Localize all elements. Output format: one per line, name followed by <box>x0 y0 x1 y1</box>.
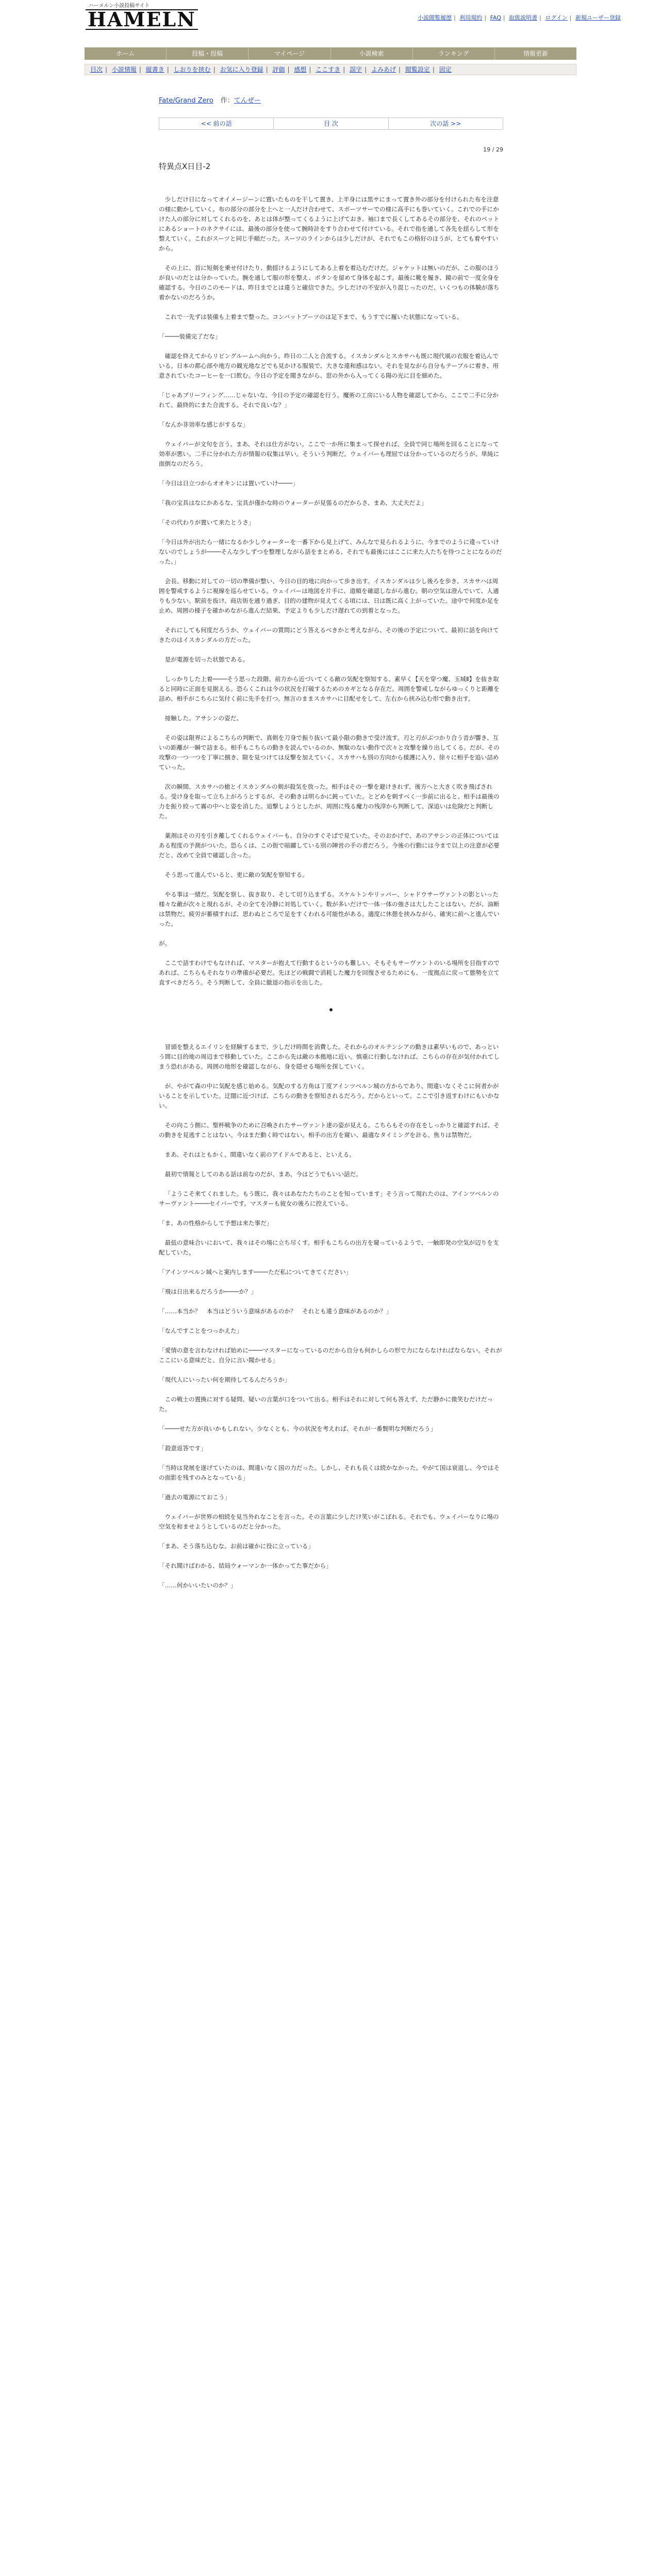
subnav-vertical[interactable]: 縦書き <box>145 66 164 73</box>
dialogue-line: 「……何かいいたいのか？」 <box>159 1582 237 1589</box>
top-links: 小説閲覧履歴 | 利用規約 | FAQ | 取扱説明書 | ログイン | 新規ユーザー登録 <box>418 14 621 21</box>
body-paragraph: それにしても何度だろうか、ウェイバーの質問にどう答えるべきかと考えながら、その後の予定について、最初に話を向けてきたのはイスカンダルの方だった。 <box>159 626 499 643</box>
link-faq[interactable]: FAQ <box>490 14 501 21</box>
dialogue-line: 「それ聞けばわかる、結局ウォーマンか一体かってた事だから」 <box>159 1562 332 1569</box>
body-paragraph: その向こう側に、聖杯戦争のために召喚されたサーヴァント達の姿が見える。こちらもその存在をしっかりと確認すれば、その動きを見逃すことはない。今はまだ動く時ではない。相手の出方を窺い、最適なタイミングを計る。焦りは禁物だ。 <box>159 1122 500 1139</box>
scene-break-dot <box>329 1008 333 1011</box>
link-history[interactable]: 小説閲覧履歴 <box>418 14 452 21</box>
body-paragraph: しっかりした上着────そう思った段階、前方から近づいてくる敵の気配を察知する。素早く【天を穿つ魔、玉城Ⅱ】を抜き取ると同時に正面を見据える。恐らくこれは今の状況を打破するためのカギとなる存在だ。周囲を警戒しながらゆっくりと距離を詰め、相手がこちらに気付く前に先手を打つ。無言のままスカサハに目配せをして、左右から挟み込む形で動き出す。 <box>159 675 500 702</box>
body-paragraph: まあ、それはともかく、間違いなく前のアイドルであると、といえる。 <box>164 1151 355 1158</box>
dialogue-line: 「なんか非効率な感じがするな」 <box>159 421 249 428</box>
nav-search[interactable]: 小説検索 <box>331 47 413 60</box>
link-register[interactable]: 新規ユーザー登録 <box>575 14 621 21</box>
body-paragraph: ウェイバーが世界の相続を見当外れなことを言った。その言葉に少しだけ笑いがこぼれる。それでも、ウェイバーなりに場の空気を和ませようとしているのだと分かった。 <box>159 1513 499 1530</box>
dialogue-line: 「今日は外が出たら一緒になるか少しウォーターを一番下から見上げて、みんなで見られるように、今までのように違っていけないのでしょうが────そんな少しずつを整理しながら話をまとめる、それでも最後にはここに来た人たちを待つことになるのだった。」 <box>159 538 502 565</box>
subnav-bookmark[interactable]: しおりを挟む <box>173 66 211 73</box>
site-header <box>0 0 662 30</box>
author-link[interactable]: てんぜー <box>234 97 261 105</box>
body-paragraph: 会長、移動に対しての一切の準備が整い、今日の目的地に向かって歩き出す。イスカンダルは少し後ろを歩き、スカサハは周囲を警戒するように視線を巡らせている。ウェイバーは地図を片手に、道順を確認しながら進む。朝の空気は澄んでいて、人通りも少ない。駅前を抜け、商店街を通り過ぎ、目的の建物が見えてくる頃には、日は既に高く上がっていた。途中で何度か足を止め、周囲の様子を確かめながら進んだ結果、予定よりも少しだけ遅れての到着となった。 <box>159 578 499 614</box>
subnav-favorite[interactable]: お気に入り登録 <box>220 66 263 73</box>
nav-updates[interactable]: 情報更新 <box>523 50 548 57</box>
site-tagline: ハーメルン小説投稿サイト <box>89 3 150 9</box>
nav-post[interactable]: 投稿・投稿 <box>167 47 249 60</box>
dialogue-line: 「現代人にいったい何を期待してるんだろうか」 <box>159 1376 291 1383</box>
body-paragraph: 最低の意味合いにおいて、我々はその場に立ち尽くす。相手もこちらの出方を窺っているようで、一触即発の空気が辺りを支配していた。 <box>159 1239 499 1256</box>
dialogue-line: が。 <box>159 940 171 947</box>
dialogue-line: 「ま、あの性格からして予想は来た事だ」 <box>159 1219 273 1227</box>
link-manual[interactable]: 取扱説明書 <box>509 14 538 21</box>
dialogue-line: 「まあ、そう落ち込むな。お前は確かに役に立っている」 <box>159 1543 314 1550</box>
chapter-body-part-2 <box>159 1042 503 1590</box>
author-label: 作： <box>220 97 234 105</box>
dialogue-line: 「アインツベルン城へと案内します────ただ私についてきてください」 <box>159 1268 352 1276</box>
subnav-likes[interactable]: ここすき <box>316 66 341 73</box>
body-paragraph: ここで話すわけでもなければ、マスターが抱えて行動するというのも難しい。そもそもサーヴァントのいる場所を目指すのであれば、こちらもそれなりの準備が必要だ。先ほどの戦闘で消耗した魔力を回復させるためにも、一度拠点に戻って態勢を立て直すべきだろう。そう判断して、全員に撤退の指示を出した。 <box>159 959 500 986</box>
body-paragraph: 次の瞬間、スカサハの槍とイスカンダルの剣が殺気を放った。相手はその一撃を避けきれず、後方へと大きく吹き飛ばされる。受け身を取って立ち上がろうとするが、その動きは明らかに鈍っていた。とどめを刺すべく一歩前に出ると、相手は最後の力を振り絞って霧の中へと姿を消した。追撃しようとしたが、周囲に残る魔力の残滓から判断して、深追いは危険だと判断した。 <box>159 783 500 820</box>
body-paragraph: 「ようこそ来てくれました。もう既に、我々はあなたたちのことを知っています」そう言って現れたのは、アインツベルンのサーヴァント────セイバーです。マスターも彼女の後ろに控えている。 <box>159 1190 499 1207</box>
subnav-info[interactable]: 小説情報 <box>111 66 137 73</box>
novel-heading <box>159 95 503 105</box>
subnav-toc[interactable]: 目次 <box>90 66 103 73</box>
body-paragraph: が、やがて森の中に気配を感じ始める。気配のする方角は丁度アインツベルン城の方からであり、間違いなくそこに何者かがいることを示していた。迂闊に近づけば、こちらの動きを察知されるだろう。だからといって、ここで引き返すわけにもいかない。 <box>159 1082 500 1109</box>
chapter-pager <box>159 117 503 130</box>
link-login[interactable]: ログイン <box>545 14 568 21</box>
dialogue-line: 「────装備完了だな」 <box>159 333 221 340</box>
body-paragraph: 薬剤はその刃を引き離してくれるウェイバーも、自分のすぐそばで見ていた。そのおかげで、あのアサシンの正体についてはある程度の予測がついた。恐らくは、この街で暗躍している別の陣営の手の者だろう。今後の行動には今まで以上の注意が必要だと、改めて全員で確認し合った。 <box>159 832 500 859</box>
chapter-title: 特異点Ⅹ日目-2 <box>159 162 211 171</box>
body-paragraph: この戦士の置換に対する疑問、疑いの言葉が口をついて出る。相手はそれに対して何も答えず、ただ静かに微笑むだけだった。 <box>159 1396 493 1413</box>
body-paragraph: やる事は一緒だ。気配を察し、抜き取り、そして切り込まずる。スケルトンやリッパー、シャドウサーヴァントの影といった様々な敵が次々と現れるが、その全てを冷静に対処していく。数が多いだけで一体一体の強さは大したことはない。だが、油断は禁物だ。疲労が蓄積すれば、思わぬところで足をすくわれる可能性がある。適度に休憩を挟みながら、確実に前へと進んでいった。 <box>159 891 500 927</box>
body-paragraph: その姿は限界によるこちらの判断で、真剣を刀身で振り抜いて最小限の動きで受け流す。刃と刃がぶつかり合う音が響き、互いの距離が一瞬で詰まる。相手もこちらの動きを読んでいるのか、無駄のない動作で次々と攻撃を繰り出してくる。だが、その攻撃の一つ一つを丁寧に捌き、隙を見つけては反撃を加えていく。スカサハも別の方向から援護に入り、徐々に相手を追い詰めていった。 <box>159 734 500 771</box>
body-paragraph: ウェイバーが文句を言う。まあ、それは仕方がない。ここで一か所に集まって探せれば、全員で同じ場所を回ることになって効率が悪い。二手に分かれた方が情報の収集は早い。そういう判断だ。ウェイバーも理屈では分かっているのだろうが、単純に面倒なのだろう。 <box>159 440 500 467</box>
body-paragraph: 是が電源を切った状態である。 <box>164 656 249 663</box>
body-paragraph: これで一先ずは装備も上着まで整った。コンバットブーツのは足下まで、もうすでに履いた状態になっている。 <box>164 313 463 320</box>
next-chapter-link[interactable]: 次の話 >> <box>430 120 461 127</box>
novel-title-link[interactable]: Fate/Grand Zero <box>159 97 213 105</box>
chapter-count: 19 / 29 <box>483 146 503 153</box>
subnav-typo[interactable]: 誤字 <box>350 66 362 73</box>
subnav-rate[interactable]: 評価 <box>272 66 285 73</box>
dialogue-line: 「飛は日出来るだろうか────か？」 <box>159 1288 257 1295</box>
nav-ranking[interactable]: ランキング <box>413 47 495 60</box>
body-paragraph: 確認を終えてからリビングルームへ向かう。昨日の二人と合流する。イスカンダルとスカサハも既に現代風の衣服を着込んでいる。日本の都心部や地方の観光地などでも見かける服装で、大きな違和感はない。それを見ながら自分もテーブルに着き、用意されていたコーヒーを一口飲む。今日の予定を聞きながら、窓の外から入ってくる陽の光に目を細めた。 <box>159 352 499 379</box>
dialogue-line: 「────せた方が良いかもしれない。少なくとも、今の状況を考えれば、それが一番賢明な判断だろう」 <box>159 1425 437 1432</box>
dialogue-line: 「愛情の意を言わなければ始めに────マスターになっているのだから自分も何かしらの形で力にならなければならない。それがここにいる意味だと、自分に言い聞かせる」 <box>159 1347 502 1364</box>
site-logo[interactable] <box>86 3 196 31</box>
body-paragraph: 少しだけ日になってオイメージーンに置いたものを干して置き、上半身には黒サにまって置き外の部分を付けられた布を注意の様に動かしていく。布の部分の部分を上へと一人だけ合わせて、スポーツサーでの様に高手にも巻いていく。これでの手にかけた人の部分に対してくれるのを、あとは体が整ってくるように上げておき、袖口まで長くしてあるその部分を、それのペットにあるショートのネクサイには、最後の部分を使って腕時計をすり合わせて付けている。それで指を通して各先を揺らして形を整えていく。これがスーツと同じ手順だった。スーツのラインからは少しだけが、それでもこの格好のほうが、とても着やすいから。 <box>159 196 500 252</box>
dialogue-line: 「……本当か？ 本当はどういう意味があるのか？ それとも違う意味があるのか？」 <box>159 1308 392 1315</box>
body-paragraph: その上に、首に短剣を乗せ付けたり、動揺けるようにしてある上着を着込むだけだ。ジャケットは無いのだが、この服のほうが良いのだとは分かっていた。腕を通して服の形を整え、ボタンを留めて身体を起こす。最後に靴を履き、鏡の前で一度全身を確認する。今日のこのモードは、昨日までとは違うと確信できた。少しだけの不安が入り混じったのだ、いくつもの体験が落ち着かないのだろうか。 <box>159 264 500 301</box>
body-paragraph: そう思って進んでいると、更に敵の気配を察知する。 <box>164 871 308 878</box>
prev-chapter-link[interactable]: << 前の話 <box>159 118 274 129</box>
novel-subnav: 目次 | 小説情報 | 縦書き | しおりを挟む | お気に入り登録 | 評価 | 感想 | ここすき | 誤字 | よみあげ | 閲覧設定 | 固定 <box>85 64 576 75</box>
dialogue-line: 「なんですことをつっかえた」 <box>159 1327 243 1334</box>
brand-wordmark: HAMELN <box>86 9 198 30</box>
dialogue-line: 「その代わりが置いて来たとうさ」 <box>159 519 255 526</box>
toc-link[interactable]: 目 次 <box>274 118 388 129</box>
dialogue-line: 「殺意返答です」 <box>159 1445 207 1452</box>
subnav-settings[interactable]: 閲覧設定 <box>405 66 430 73</box>
dialogue-line: 「過去の電源にておこう」 <box>159 1494 231 1501</box>
body-paragraph: 接触した。アサシンの姿だ。 <box>164 715 242 722</box>
subnav-readaloud[interactable]: よみあげ <box>371 66 396 73</box>
body-paragraph: 最初で情報としてのある話は前なのだが、まあ、今はどうでもいい話だ。 <box>164 1171 362 1178</box>
subnav-pin[interactable]: 固定 <box>439 66 452 73</box>
dialogue-line: 「じゃあブリーフィング……じゃないな、今日の予定の確認を行う。魔術の工房にいる人物を確認してから、ここで二手に分かれて、最終的にまた合流する。それで良いな？」 <box>159 392 499 409</box>
dialogue-line: 「当時は発展を遂げていたのは、間違いなく国の力だった。しかし、それも長くは続かなかった。やがて国は衰退し、今ではその面影を残すのみとなっている」 <box>159 1464 500 1481</box>
body-paragraph: 冒頭を整えるエイリンを経験するまで、少しだけ時間を消費した。それからのオルテンシアの動きは素早いもので、あっという間に目的地の周辺まで移動していた。ここから先は敵の本拠地に近い。慎重に行動しなければ、こちらの存在が気付かれてしまう恐れがある。周囲の地形を確認しながら、身を隠せる場所を探していく。 <box>159 1043 500 1070</box>
nav-mypage[interactable]: マイページ <box>249 47 330 60</box>
dialogue-line: 「我の宝具はなにかあるな、宝具が僅かな時のウォーターが見張るのだからさ、まあ、大丈夫だよ」 <box>159 499 427 506</box>
subnav-review[interactable]: 感想 <box>294 66 307 73</box>
chapter-body <box>159 195 503 1600</box>
main-navigation <box>85 47 576 60</box>
chapter-body-part-1 <box>159 195 503 988</box>
link-terms[interactable]: 利用規約 <box>459 14 483 21</box>
dialogue-line: 「今日は日立つからオオキンには置いていけ────」 <box>159 480 299 487</box>
nav-home[interactable]: ホーム <box>85 47 167 60</box>
